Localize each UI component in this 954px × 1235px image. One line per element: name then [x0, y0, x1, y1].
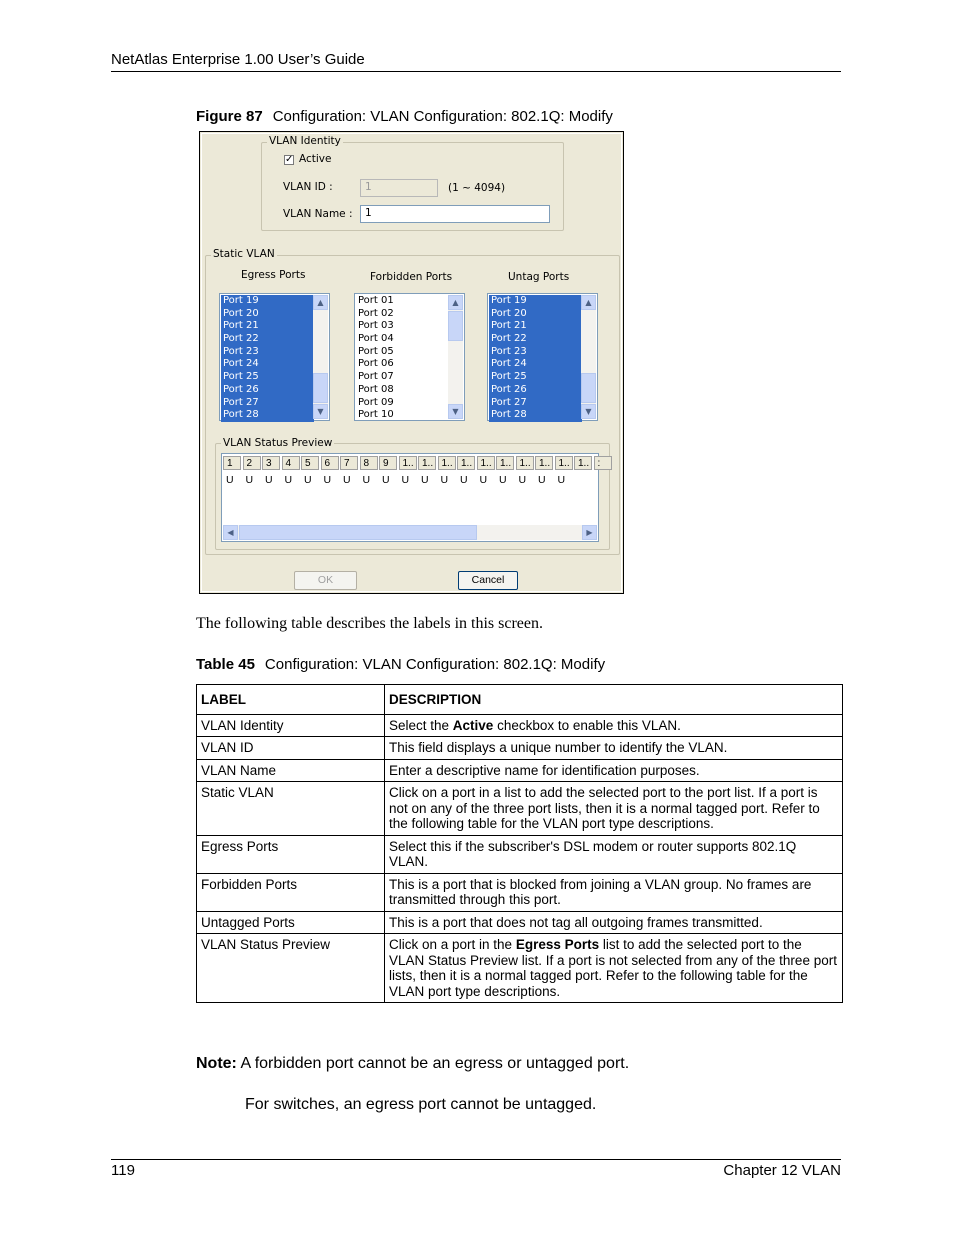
running-header: NetAtlas Enterprise 1.00 User’s Guide — [111, 51, 365, 68]
description-pre: Select the — [389, 717, 453, 733]
preview-hscrollbar[interactable] — [223, 525, 597, 540]
scroll-right-icon[interactable]: ▶ — [582, 525, 597, 540]
intro-paragraph: The following table describes the labels in this screen. — [196, 615, 544, 632]
figure-caption — [196, 108, 613, 125]
preview-value: U — [518, 474, 527, 486]
row-label: VLAN ID — [197, 737, 385, 760]
figure-number: Figure 87 — [196, 108, 263, 125]
row-description — [385, 737, 843, 760]
forbidden-ports-list[interactable] — [354, 293, 465, 421]
list-item[interactable]: Port 24 — [491, 358, 527, 370]
row-description — [385, 782, 843, 836]
row-description — [385, 759, 843, 782]
label-description-table — [196, 684, 843, 1003]
list-item[interactable]: Port 10 — [358, 409, 394, 421]
row-description — [385, 934, 843, 1003]
note-text: A forbidden port cannot be an egress or untagged port. — [236, 1055, 630, 1072]
vlan-id-label: VLAN ID : — [283, 181, 333, 193]
list-item[interactable]: Port 07 — [358, 371, 394, 383]
table-row — [197, 911, 843, 934]
forbidden-ports-label: Forbidden Ports — [370, 271, 453, 283]
description-pre: Click on a port in the — [389, 937, 516, 952]
list-item[interactable]: Port 21 — [223, 320, 259, 332]
row-label: Forbidden Ports — [197, 873, 385, 911]
list-item[interactable]: Port 01 — [358, 295, 394, 306]
scroll-down-icon[interactable]: ▼ — [581, 404, 596, 419]
list-item[interactable]: Port 05 — [358, 345, 394, 357]
active-label: Active — [299, 153, 332, 165]
preview-value: U — [323, 474, 332, 486]
description-pre: This is a port that is blocked from joining a VLAN group. No frames are transmitted through this port. — [389, 876, 812, 907]
preview-value: U — [440, 474, 449, 486]
note-line-2: For switches, an egress port cannot be untagged. — [245, 1096, 597, 1113]
table-row — [197, 873, 843, 911]
forbidden-ports-items — [356, 295, 449, 422]
row-description — [385, 873, 843, 911]
list-item[interactable]: Port 28 — [223, 409, 259, 421]
description-header: DESCRIPTION — [385, 685, 843, 715]
preview-column-header[interactable]: 9 — [379, 456, 397, 470]
preview-column-header[interactable]: : — [594, 456, 612, 470]
hscroll-thumb[interactable] — [239, 525, 477, 540]
preview-column-header[interactable]: 3 — [262, 456, 280, 470]
list-item[interactable]: Port 03 — [358, 320, 394, 332]
row-label: Static VLAN — [197, 782, 385, 836]
preview-value: U — [382, 474, 390, 486]
preview-value: U — [401, 474, 410, 486]
list-item[interactable]: Port 22 — [491, 333, 527, 345]
preview-column-header[interactable]: 7 — [340, 456, 358, 470]
scroll-up-icon[interactable]: ▲ — [313, 295, 328, 310]
list-item[interactable]: Port 19 — [223, 295, 259, 306]
preview-column-header[interactable]: 1.. — [496, 456, 514, 470]
preview-value: U — [304, 474, 312, 486]
list-item[interactable]: Port 27 — [491, 396, 527, 408]
note-label: Note: — [196, 1055, 237, 1072]
preview-column-header[interactable]: 1.. — [535, 456, 553, 470]
row-description — [385, 714, 843, 737]
chapter-title: Chapter 12 VLAN — [723, 1162, 841, 1179]
preview-value: U — [362, 474, 371, 486]
scroll-left-icon[interactable]: ◀ — [223, 525, 238, 540]
cancel-button[interactable]: Cancel — [458, 571, 518, 590]
description-post: list to add the selected port to the VLAN Status Preview list. If a port is not selected from any of the three port lists, then it is a normal tagged port. Refer to the following table for the VLAN port type descriptions. — [389, 937, 837, 999]
untag-ports-items — [489, 295, 582, 422]
list-item[interactable]: Port 28 — [491, 409, 527, 421]
scroll-down-icon[interactable]: ▼ — [448, 404, 463, 419]
vlan-identity-title: VLAN Identity — [269, 135, 341, 147]
untag-ports-list[interactable] — [487, 293, 598, 421]
preview-value: U — [343, 474, 351, 486]
preview-value: U — [265, 474, 273, 486]
egress-ports-list[interactable] — [219, 293, 330, 421]
preview-column-header[interactable]: 1.. — [555, 456, 573, 470]
preview-column-header[interactable]: 1.. — [438, 456, 456, 470]
preview-value: U — [479, 474, 488, 486]
list-item[interactable]: Port 20 — [223, 307, 259, 319]
list-item[interactable]: Port 25 — [223, 371, 259, 383]
scroll-thumb[interactable] — [581, 373, 596, 403]
list-item[interactable]: Port 25 — [491, 371, 527, 383]
list-item[interactable]: Port 22 — [223, 333, 259, 345]
preview-value: U — [557, 474, 566, 486]
table-body — [197, 714, 843, 1003]
preview-column-header[interactable]: 1.. — [516, 456, 534, 470]
preview-column-header[interactable]: 1.. — [477, 456, 495, 470]
list-item[interactable]: Port 23 — [223, 345, 259, 357]
preview-column-header[interactable]: 1.. — [457, 456, 475, 470]
static-vlan-title: Static VLAN — [213, 248, 275, 260]
preview-value: U — [421, 474, 429, 486]
table-row — [197, 835, 843, 873]
table-row — [197, 782, 843, 836]
row-label: VLAN Status Preview — [197, 934, 385, 1003]
egress-ports-label: Egress Ports — [241, 269, 306, 281]
preview-column-header[interactable]: 4 — [282, 456, 300, 470]
preview-value: U — [538, 474, 546, 486]
list-item[interactable]: Port 04 — [358, 333, 394, 345]
egress-scrollbar[interactable] — [313, 295, 328, 419]
table-row — [197, 934, 843, 1003]
scroll-thumb[interactable] — [448, 311, 463, 341]
preview-column-header[interactable]: 1.. — [574, 456, 592, 470]
footer-rule — [111, 1159, 841, 1160]
list-item[interactable]: Port 09 — [358, 396, 394, 408]
description-pre: Click on a port in a list to add the selected port to the port list. If a port is not on any of the three port lists, then it is a normal tagged port. Refer to the following table for the VLAN port type descriptions. — [389, 785, 820, 831]
preview-column-header[interactable]: 1.. — [418, 456, 436, 470]
list-item[interactable]: Port 26 — [491, 383, 527, 395]
list-item[interactable]: Port 08 — [358, 383, 394, 395]
table-header-row — [197, 685, 843, 715]
description-pre: Enter a descriptive name for identification purposes. — [389, 762, 700, 778]
preview-column-header[interactable]: 1 — [223, 456, 241, 470]
egress-ports-items — [221, 295, 314, 422]
row-description — [385, 835, 843, 873]
preview-column-header[interactable]: 1.. — [399, 456, 417, 470]
list-item[interactable]: Port 19 — [491, 295, 527, 306]
page-number: 119 — [111, 1162, 135, 1179]
table-title: Configuration: VLAN Configuration: 802.1Q: Modify — [264, 656, 606, 673]
preview-value: U — [226, 474, 234, 486]
untag-ports-label: Untag Ports — [508, 271, 570, 283]
list-item[interactable]: Port 06 — [358, 358, 394, 370]
scroll-down-icon[interactable]: ▼ — [313, 404, 328, 419]
table-row — [197, 737, 843, 760]
preview-column-header[interactable]: 5 — [301, 456, 319, 470]
vlan-name-input[interactable]: 1 — [360, 205, 550, 223]
description-pre: Select this if the subscriber's DSL modem or router supports 802.1Q VLAN. — [389, 838, 797, 869]
description-pre: This field displays a unique number to identify the VLAN. — [389, 740, 728, 755]
preview-value: U — [245, 474, 254, 486]
list-item[interactable]: Port 21 — [491, 320, 527, 332]
table-row — [197, 759, 843, 782]
vlan-name-label: VLAN Name : — [283, 208, 353, 220]
list-item[interactable]: Port 26 — [223, 383, 259, 395]
preview-column-header[interactable]: 8 — [360, 456, 378, 470]
description-post: checkbox to enable this VLAN. — [493, 717, 681, 733]
table-caption — [196, 656, 605, 673]
preview-value: U — [499, 474, 507, 486]
description-bold: Active — [452, 717, 494, 733]
vlan-status-preview-grid[interactable] — [221, 453, 599, 542]
untag-scrollbar[interactable] — [581, 295, 596, 419]
check-mark-icon: ✓ — [285, 154, 294, 165]
row-description — [385, 911, 843, 934]
note — [196, 1055, 629, 1073]
preview-column-header[interactable]: 2 — [243, 456, 261, 470]
vlan-id-field: 1 — [360, 179, 438, 197]
description-bold: Egress Ports — [515, 937, 600, 952]
list-item[interactable]: Port 20 — [491, 307, 527, 319]
row-label: Untagged Ports — [197, 911, 385, 934]
table-row — [197, 714, 843, 737]
preview-value: U — [284, 474, 293, 486]
table-number: Table 45 — [196, 656, 255, 673]
active-checkbox[interactable] — [284, 155, 294, 165]
preview-value: U — [460, 474, 468, 486]
figure-title: Configuration: VLAN Configuration: 802.1Q: Modify — [272, 108, 613, 125]
description-pre: This is a port that does not tag all outgoing frames transmitted. — [389, 914, 763, 930]
scroll-up-icon[interactable]: ▲ — [581, 295, 596, 310]
row-label: VLAN Name — [197, 759, 385, 782]
forbidden-scrollbar[interactable] — [448, 295, 463, 419]
scroll-thumb[interactable] — [313, 373, 328, 403]
list-item[interactable]: Port 24 — [223, 358, 259, 370]
vlan-id-range: (1 ~ 4094) — [448, 182, 506, 194]
preview-column-header[interactable]: 6 — [321, 456, 339, 470]
scroll-up-icon[interactable]: ▲ — [448, 295, 463, 310]
vlan-status-preview-title: VLAN Status Preview — [223, 437, 333, 449]
list-item[interactable]: Port 23 — [491, 345, 527, 357]
row-label: Egress Ports — [197, 835, 385, 873]
header-rule — [111, 71, 841, 72]
list-item[interactable]: Port 27 — [223, 396, 259, 408]
ok-button[interactable]: OK — [294, 571, 357, 590]
label-header: LABEL — [197, 685, 385, 715]
row-label: VLAN Identity — [197, 714, 385, 737]
list-item[interactable]: Port 02 — [358, 307, 394, 319]
